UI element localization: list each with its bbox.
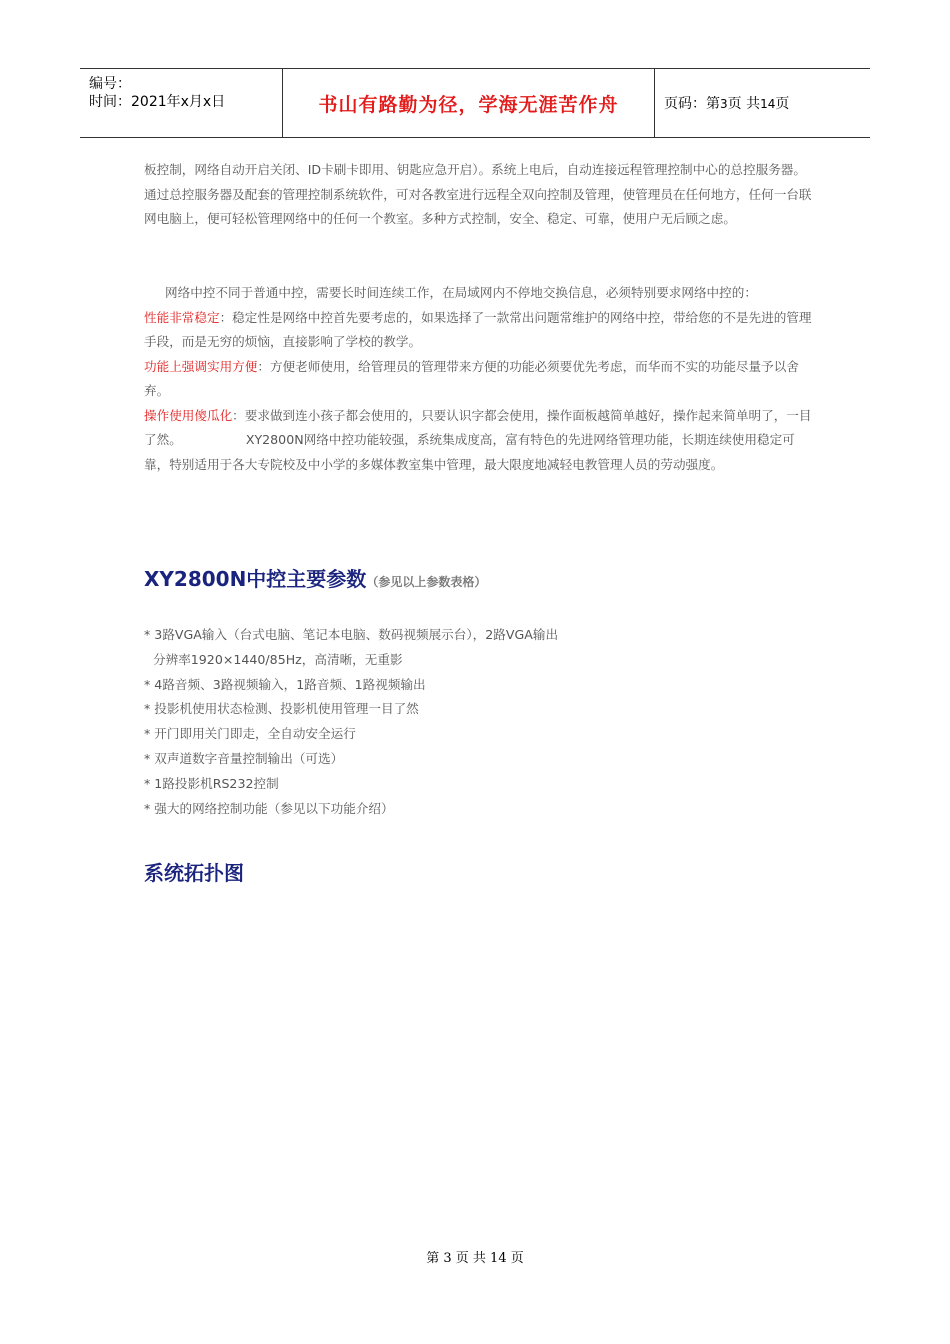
topology-heading [144, 857, 816, 886]
page-footer: 第 3 页 共 14 页 [426, 1251, 524, 1266]
header-info-cell [80, 69, 282, 137]
params-heading [144, 563, 816, 592]
feature-stability: 性能非常稳定：稳定性是网络中控首先要考虑的，如果选择了一款常出问题常维护的网络中控，带给您的不是先进的管理手段，而是无穷的烦恼，直接影响了学校的教学。 [144, 309, 812, 349]
param-item: * 双声道数字音量控制输出（可选） [144, 750, 344, 766]
param-item: * 投影机使用状态检测、投影机使用管理一目了然 [144, 701, 419, 717]
param-item: 分辨率1920×1440/85Hz，高清晰，无重影 [153, 651, 403, 667]
feature-simple-label: 操作使用傻瓜化 [144, 407, 233, 423]
params-note: （参见以上参数表格） [366, 575, 487, 589]
params-title: XY2800N中控主要参数 [144, 567, 367, 591]
topology-title: 系统拓扑图 [144, 861, 244, 885]
page-number: 3 [720, 97, 728, 111]
param-item: * 3路VGA输入（台式电脑、笔记本电脑、数码视频展示台），2路VGA输出 [144, 627, 559, 642]
motto-text: 书山有路勤为径，学海无涯苦作舟 [318, 93, 619, 116]
param-item: * 1路投影机RS232控制 [144, 775, 279, 791]
params-list [144, 623, 816, 821]
feature-simple: 操作使用傻瓜化：要求做到连小孩子都会使用的，只要认识字都会使用，操作面板越简单越好，操作起来简单明了，一目了然。 XY2800N网络中控功能较强，系统集成度高，富有特色的先进网络管理功能，长期连续使用稳定可靠，特别适用于各大专院校及中小学的多媒体教室集中管理，最大限度地减轻电教管理人员的劳动强度。 [144, 407, 812, 472]
param-item: * 强大的网络控制功能（参见以下功能介绍） [144, 800, 394, 816]
intro-paragraph-2: 网络中控不同于普通中控，需要长时间连续工作，在局域网内不停地交换信息，必须特别要求网络中控的： [165, 285, 757, 300]
header-page-cell [655, 69, 870, 137]
feature-practical: 功能上强调实用方便：方便老师使用，给管理员的管理带来方便的功能必须要优先考虑，而华而不实的功能尽量予以舍弃。 [144, 358, 799, 398]
header-table [80, 68, 870, 138]
feature-stability-label: 性能非常稳定 [144, 309, 220, 325]
param-item: * 开门即用关门即走，全自动安全运行 [144, 726, 356, 742]
intro-paragraph-1: 板控制，网络自动开启关闭、ID卡刷卡即用、钥匙应急开启）。系统上电后，自动连接远程管理控制中心的总控服务器。通过总控服务器及配套的管理控制系统软件，可对各教室进行远程全双向控制及管理，使管理员在任何地方，任何一台联网电脑上，便可轻松管理网络中的任何一个教室。多种方式控制，安全、稳定、可靠，使用户无后顾之虑。 [144, 162, 812, 226]
intro-section [144, 281, 816, 477]
doc-code-label: 编号： [89, 76, 131, 92]
page-total: 14 [760, 97, 776, 111]
doc-time-label: 时间：2021年x月x日 [89, 94, 226, 110]
header-motto-cell [282, 69, 655, 137]
feature-practical-label: 功能上强调实用方便 [144, 358, 258, 374]
param-item: * 4路音频、3路视频输入，1路音频、1路视频输出 [144, 676, 426, 692]
page-indicator: 页码：第3页 共14页 [664, 96, 790, 112]
